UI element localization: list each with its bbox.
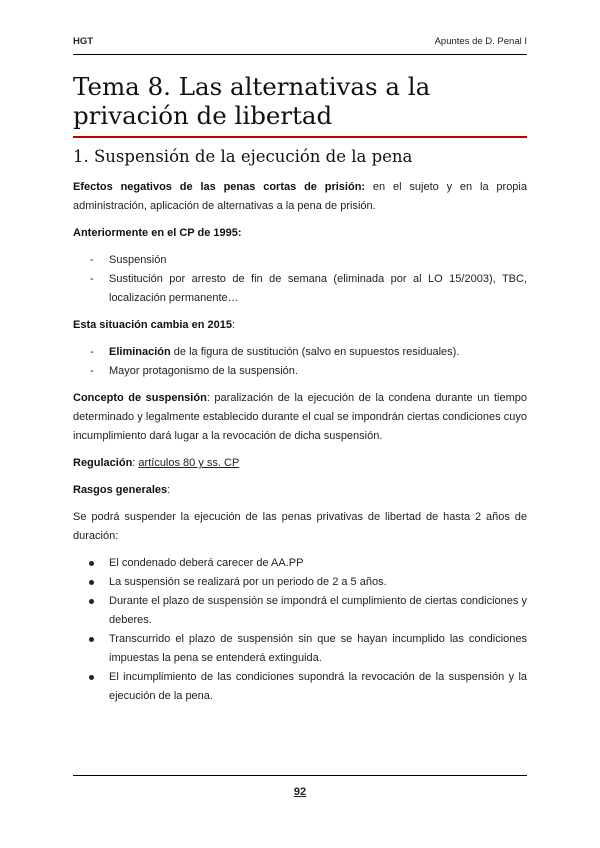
list-item-text: de la figura de sustitución (salvo en supuestos residuales). — [170, 346, 460, 358]
paragraph-text: : — [231, 319, 236, 331]
paragraph-situacion — [73, 316, 527, 335]
paragraph-sep: : — [132, 457, 139, 469]
list-item-bold: Eliminación — [109, 346, 171, 358]
list-marker: - — [90, 273, 94, 285]
bullet-icon — [89, 637, 94, 642]
paragraph-label: Concepto de suspensión — [73, 392, 207, 404]
list-item-text: Durante el plazo de suspensión se impondrá el cumplimiento de ciertas condiciones y deberes. — [109, 595, 527, 626]
list-marker: - — [90, 365, 94, 377]
list-item — [73, 343, 527, 362]
list-item-text: La suspensión se realizará por un periodo de 2 a 5 años. — [109, 576, 387, 588]
list-item — [73, 251, 527, 270]
header-left: HGT — [73, 36, 94, 47]
regulation-link[interactable]: artículos 80 y ss. CP — [138, 457, 240, 469]
list-item — [73, 592, 527, 630]
paragraph-label: Rasgos generales — [73, 484, 168, 496]
bullet-icon — [89, 599, 94, 604]
paragraph-text: : paralización de la ejecución de la condena durante un tiempo determinado y legalmente establecido durante el cual se impondrán ciertas condiciones cuyo incumplimiento dará lugar a la revocación de dicha suspensión. — [73, 392, 528, 442]
list-item-text: El condenado deberá carecer de AA.PP — [109, 557, 304, 569]
bullet-icon — [89, 561, 94, 566]
dash-list-2 — [73, 343, 527, 381]
bullet-list — [73, 554, 527, 706]
header-right: Apuntes de D. Penal I — [434, 36, 527, 47]
list-item-text: Mayor protagonismo de la suspensión. — [109, 365, 298, 377]
chapter-title: Tema 8. Las alternativas a la privación de libertad — [73, 72, 431, 130]
paragraph-efectos — [73, 178, 527, 216]
list-marker: - — [90, 254, 94, 266]
page-number: 92 — [293, 786, 307, 798]
list-item-text: Suspensión — [109, 254, 167, 266]
bullet-icon — [89, 675, 94, 680]
paragraph-label: Anteriormente en el CP de 1995: — [73, 227, 242, 239]
page-header — [73, 36, 527, 50]
footer-divider — [73, 775, 527, 776]
list-item — [73, 573, 527, 592]
list-item — [73, 554, 527, 573]
paragraph-rasgos — [73, 481, 527, 500]
list-item — [73, 668, 527, 706]
paragraph-concepto — [73, 389, 527, 446]
section-heading: 1. Suspensión de la ejecución de la pena — [73, 147, 413, 166]
paragraph-label: Regulación — [73, 457, 133, 469]
dash-list-1 — [73, 251, 527, 308]
list-item — [73, 362, 527, 381]
list-item — [73, 270, 527, 308]
title-underline — [73, 136, 527, 138]
list-item-text: Sustitución por arresto de fin de semana (eliminada por al LO 15/2003), TBC, localización permanente… — [109, 273, 527, 304]
paragraph-regulacion — [73, 454, 527, 473]
paragraph-text: en el sujeto y en la propia administración, aplicación de alternativas a la pena de prisión. — [73, 181, 527, 212]
paragraph-text: : — [167, 484, 171, 496]
paragraph-label: Esta situación cambia en 2015 — [73, 319, 232, 331]
list-item — [73, 630, 527, 668]
paragraph-label: Efectos negativos de las penas cortas de prisión: — [73, 181, 366, 193]
body-content — [73, 178, 527, 714]
paragraph-suspender: Se podrá suspender la ejecución de las penas privativas de libertad de hasta 2 años de duración: — [73, 511, 527, 542]
list-item-text: El incumplimiento de las condiciones supondrá la revocación de la suspensión y la ejecución de la pena. — [109, 671, 527, 702]
bullet-icon — [89, 580, 94, 585]
paragraph-anteriormente — [73, 224, 527, 243]
header-divider — [73, 54, 527, 55]
list-marker: - — [90, 346, 94, 358]
list-item-text: Transcurrido el plazo de suspensión sin que se hayan incumplido las condiciones impuestas la pena se entenderá extinguida. — [109, 633, 527, 664]
